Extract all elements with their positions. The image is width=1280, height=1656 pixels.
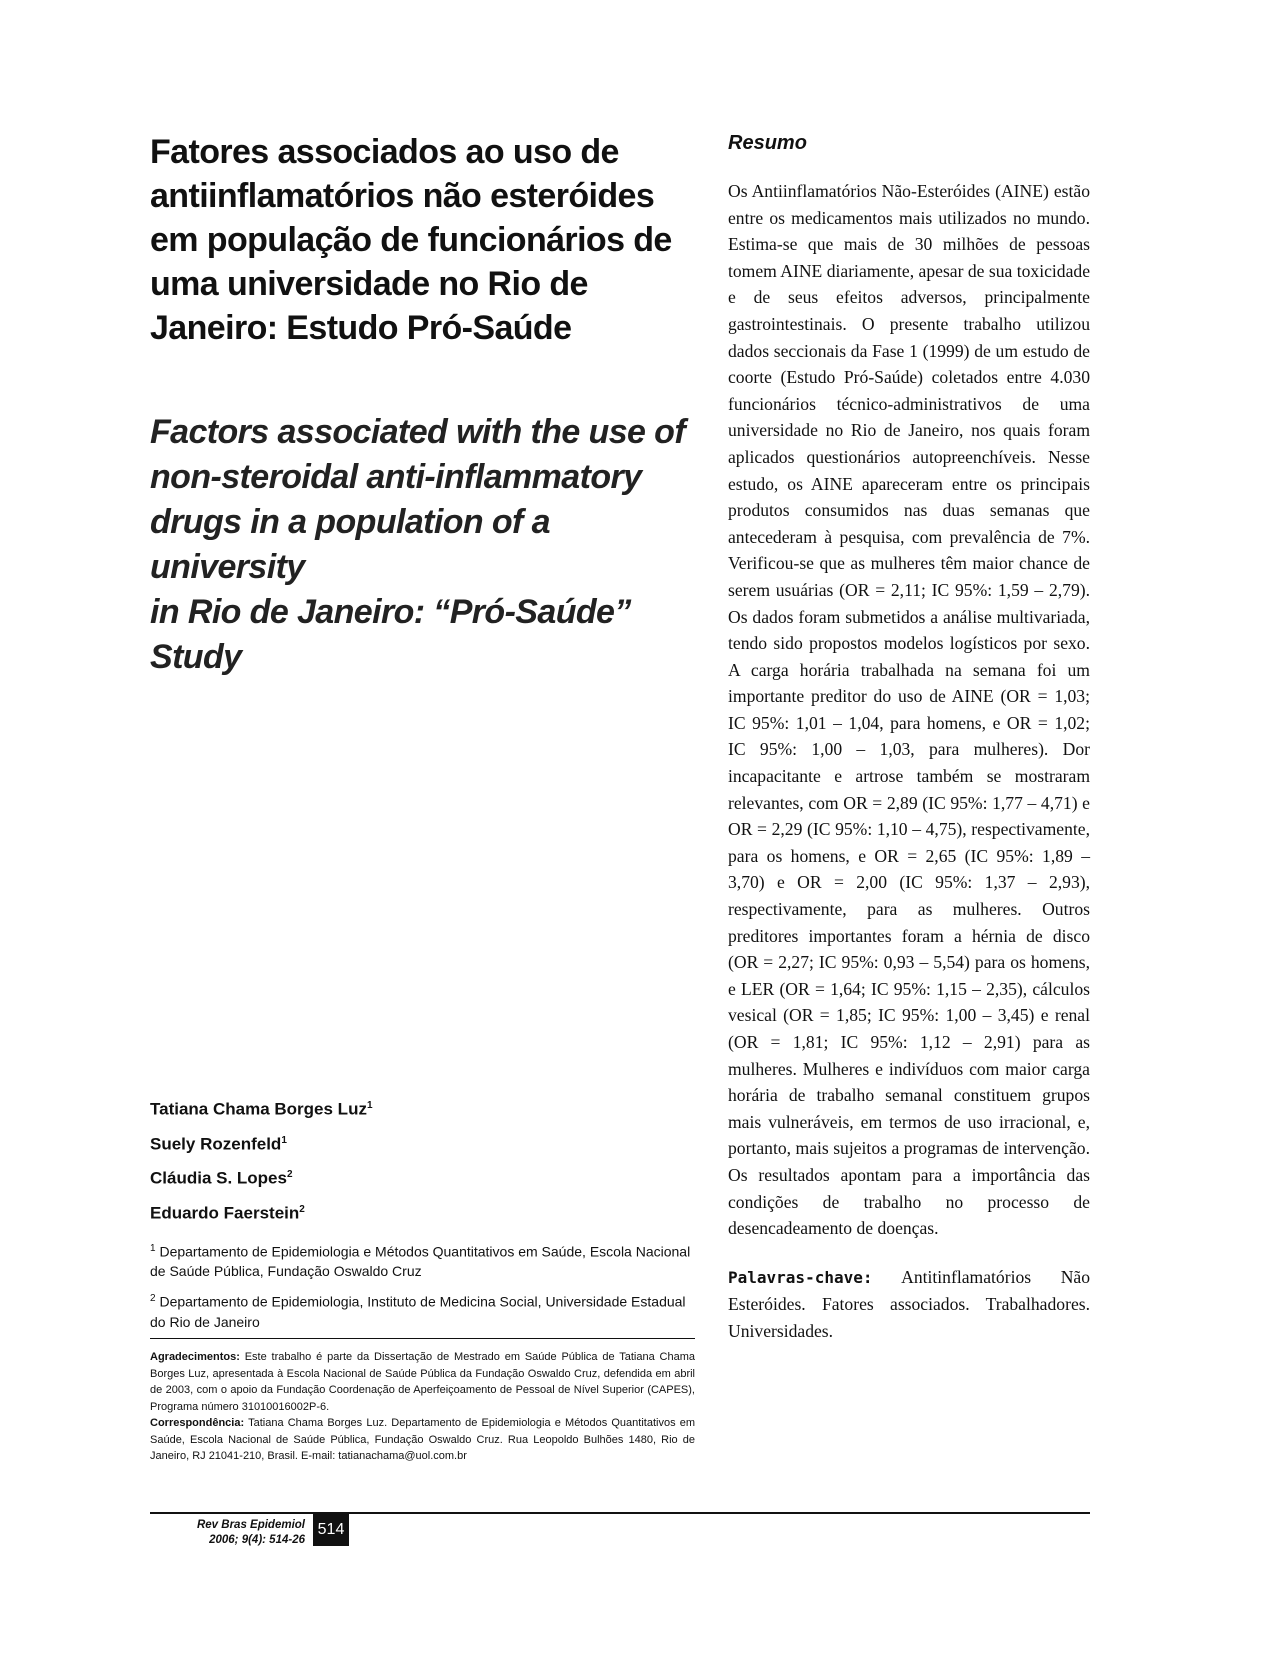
correspondence-label: Correspondência: <box>150 1417 245 1429</box>
affiliations <box>150 1239 695 1332</box>
author-name-text: Tatiana Chama Borges Luz <box>150 1099 367 1119</box>
acknowledgements <box>150 1349 695 1415</box>
affiliation-mark: 2 <box>150 1293 156 1305</box>
title-en-line: in Rio de Janeiro: “Pró-Saúde” Study <box>150 593 631 676</box>
keywords-text: Antitinflamatórios Não Esteróides. Fatores associados. Trabalhadores. Universidades. <box>728 1266 1090 1341</box>
author-name <box>150 1125 695 1160</box>
title-en-line: drugs in a population of a university <box>150 503 550 586</box>
author-affiliation-mark: 2 <box>286 1169 293 1181</box>
affiliation <box>150 1289 695 1332</box>
correspondence-text: Tatiana Chama Borges Luz. Departamento de Epidemiologia e Métodos Quantitativos em Saúde, Escola Nacional de Saúde Pública, Fundação Oswaldo Cruz. Rua Leopoldo Bulhões 1480, Rio de Janeiro, RJ 21041-210, Brasil. E-mail: tatianachama@uol.com.br <box>150 1417 695 1462</box>
journal-issue: 2006; 9(4): 514-26 <box>209 1534 305 1546</box>
author-affiliation-mark: 2 <box>299 1203 305 1215</box>
author-affiliation-mark: 1 <box>366 1100 373 1111</box>
author-list <box>150 1090 695 1332</box>
author-name-text: Suely Rozenfeld <box>150 1134 282 1154</box>
acknowledgements-text: Este trabalho é parte da Dissertação de Mestrado em Saúde Pública de Tatiana Chama Borges Luz, apresentada à Escola Nacional de Saúde Pública da Fundação Oswaldo Cruz, defendida em abril de 2003, com o apoio da Fundação Coordenação de Aperfeiçoamento de Pessoal de Nível Superior (CAPES), Programa número 31010016002P-6. <box>150 1351 696 1413</box>
footnote-block <box>150 1338 695 1465</box>
author-name <box>150 1090 695 1125</box>
keywords-label: Palavras-chave: <box>728 1267 873 1287</box>
abstract-body: Os Antiinflamatórios Não-Esteróides (AINE) estão entre os medicamentos mais utilizados no mundo. Estima-se que mais de 30 milhões de pessoas tomem AINE diariamente, apesar de sua toxicidade e de seus efeitos adversos, principalmente gastrointestinais. O presente trabalho utilizou dados seccionais da Fase 1 (1999) de um estudo de coorte (Estudo Pró-Saúde) coletados entre 4.030 funcionários técnico-administrativos de uma universidade no Rio de Janeiro, nos quais foram aplicados questionários autopreenchíveis. Nesse estudo, os AINE apareceram entre os principais produtos consumidos nas duas semanas que antecederam à pesquisa, com prevalência de 7%. Verificou-se que as mulheres têm maior chance de serem usuárias (OR = 2,11; IC 95%: 1,59 – 2,79). Os dados foram submetidos a análise multivariada, tendo sido propostos modelos logísticos por sexo. A carga horária trabalhada na semana foi um importante preditor do uso de AINE (OR = 1,03; IC 95%: 1,01 – 1,04, para homens, e OR = 1,02; IC 95%: 1,00 – 1,03, para mulheres). Dor incapacitante e artrose também se mostraram relevantes, com OR = 2,89 (IC 95%: 1,77 – 4,71) e OR = 2,29 (IC 95%: 1,10 – 4,75), respectivamente, para os homens, e OR = 2,65 (IC 95%: 1,89 – 3,70) e OR = 2,00 (IC 95%: 1,37 – 2,93), respectivamente, para as mulheres. Outros preditores importantes foram a hérnia de disco (OR = 2,27; IC 95%: 0,93 – 5,54) para os homens, e LER (OR = 1,64; IC 95%: 1,15 – 2,35), cálculos vesical (OR = 1,85; IC 95%: 1,00 – 3,45) e renal (OR = 1,81; IC 95%: 1,12 – 2,91) para as mulheres. Mulheres e indivíduos com maior carga horária de trabalho semanal constituem grupos mais vulneráveis, em termos de uso irracional, e, portanto, mais sujeitos a programas de intervenção. Os resultados apontam para a importância das condições de trabalho no processo de desencadeamento de doenças. <box>728 181 1091 1239</box>
affiliation-mark: 1 <box>150 1242 156 1254</box>
author-affiliation-mark: 1 <box>281 1134 287 1146</box>
article-title-english <box>150 410 695 680</box>
title-pt-line: antiinflamatórios não esteróides <box>150 177 655 215</box>
author-name <box>150 1194 695 1229</box>
affiliation-text: Departamento de Epidemiologia e Métodos Quantitativos em Saúde, Escola Nacional de Saúde Pública, Fundação Oswaldo Cruz <box>150 1243 691 1280</box>
page-number: 514 <box>313 1513 349 1546</box>
abstract-heading: Resumo <box>728 132 807 154</box>
left-column <box>150 130 695 1470</box>
article-title-portuguese <box>150 130 695 350</box>
affiliation <box>150 1239 695 1282</box>
correspondence <box>150 1415 695 1465</box>
author-name <box>150 1159 695 1194</box>
acknowledgements-label: Agradecimentos: <box>150 1351 240 1363</box>
abstract-column <box>728 130 1090 1362</box>
title-pt-line: uma universidade no Rio de <box>150 265 588 303</box>
title-pt-line: Janeiro: Estudo Pró-Saúde <box>150 309 572 347</box>
title-en-line: Factors associated with the use of <box>150 413 686 451</box>
title-pt-line: Fatores associados ao uso de <box>150 133 619 171</box>
keywords <box>728 1264 1090 1345</box>
author-name-text: Eduardo Faerstein <box>150 1203 300 1223</box>
journal-citation <box>150 1518 305 1548</box>
author-name-text: Cláudia S. Lopes <box>150 1168 287 1188</box>
title-pt-line: em população de funcionários de <box>150 221 672 259</box>
title-en-line: non-steroidal anti-inflammatory <box>150 458 642 496</box>
affiliation-text: Departamento de Epidemiologia, Instituto de Medicina Social, Universidade Estadual do Rio de Janeiro <box>150 1293 686 1330</box>
footer-rule <box>150 1512 1090 1514</box>
journal-name: Rev Bras Epidemiol <box>196 1519 305 1531</box>
